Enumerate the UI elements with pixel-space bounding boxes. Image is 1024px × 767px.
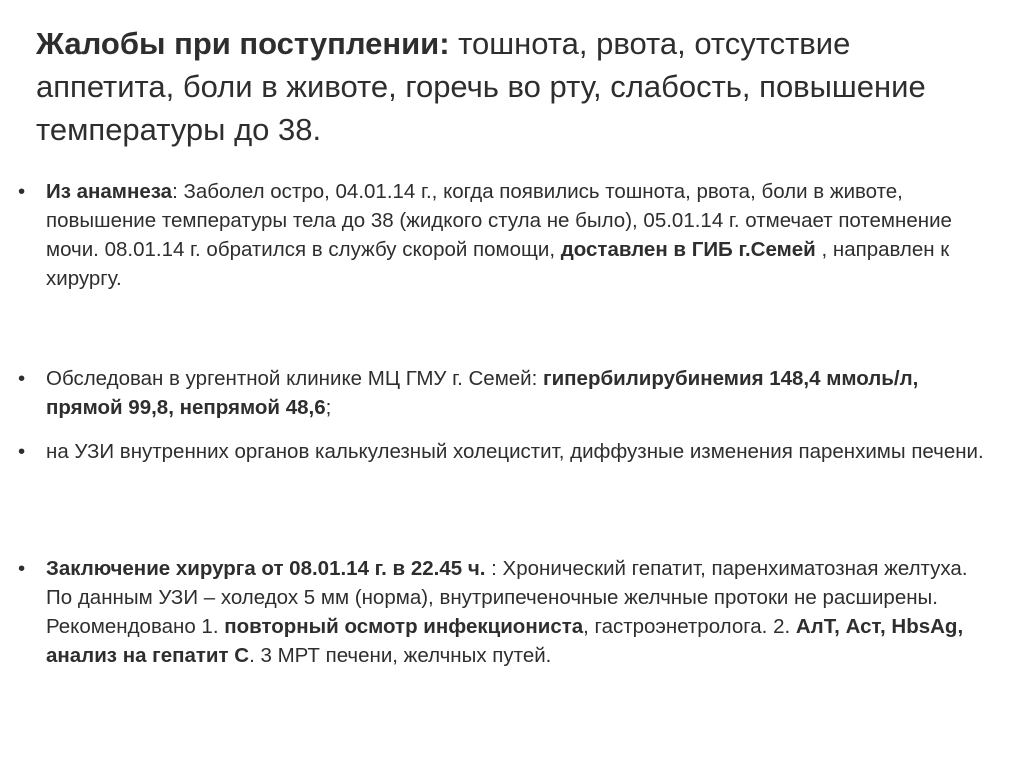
bullet-dot: •: [18, 180, 26, 203]
text-bold: Заключение хирурга от 08.01.14 г. в 22.45 ч.: [46, 557, 486, 580]
bullet-text: [46, 177, 986, 293]
text-bold: повторный осмотр инфекциониста: [224, 615, 584, 638]
bullet-text: [46, 364, 986, 422]
text-run: : Хронический гепатит, паренхиматозная желтуха. По данным УЗИ – холедох 5 мм (норма), внутрипеченочные желчные протоки не расширены. Рекомендовано 1.: [46, 557, 968, 638]
text-bold: гипербилирубинемия 148,4 ммоль/л, прямой 99,8, непрямой 48,6: [46, 367, 919, 419]
title-bold: Жалобы при поступлении:: [36, 26, 450, 61]
slide-title: [36, 22, 996, 151]
bullet-dot: •: [18, 557, 26, 580]
text-run: : Заболел остро, 04.01.14 г., когда появились тошнота, рвота, боли в животе, повышение температуры тела до 38 (жидкого стула не было), 05.01.14 г. отмечает потемнение мочи. 08.01.14 г. обратился в службу скорой помощи,: [46, 180, 952, 261]
text-run: на УЗИ внутренних органов калькулезный холецистит, диффузные изменения паренхимы печени.: [46, 440, 984, 463]
text-run: , направлен к хирургу.: [46, 238, 950, 290]
bullet-text: [46, 437, 986, 466]
title-rest: тошнота, рвота, отсутствие аппетита, боли в животе, горечь во рту, слабость, повышение температуры до 38.: [36, 26, 926, 147]
text-bold: АлТ, Аст, HbsAg, анализ на гепатит С: [46, 615, 964, 667]
text-run: Обследован в ургентной клинике МЦ ГМУ г. Семей:: [46, 367, 544, 390]
text-run: , гастроэнетролога. 2.: [583, 615, 796, 638]
text-run: . 3 МРТ печени, желчных путей.: [249, 644, 552, 667]
bullet-dot: •: [18, 440, 26, 463]
bullet-text: [46, 554, 986, 670]
bullet-dot: •: [18, 367, 26, 390]
text-bold: Из анамнеза: [46, 180, 173, 203]
text-run: ;: [325, 396, 332, 419]
text-bold: доставлен в ГИБ г.Семей: [560, 238, 816, 261]
